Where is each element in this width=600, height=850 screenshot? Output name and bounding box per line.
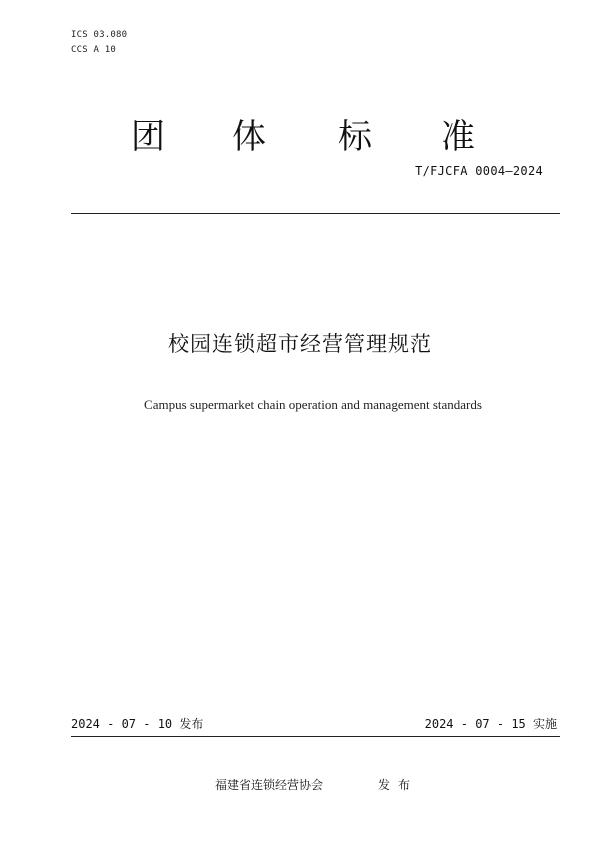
implementation-date: 2024 - 07 - 15 实施 [424, 717, 557, 731]
ccs-code: CCS A 10 [71, 45, 116, 55]
document-type-heading [0, 112, 600, 162]
footer-divider [71, 736, 560, 737]
ics-code: ICS 03.080 [71, 30, 128, 40]
title-english: Campus supermarket chain operation and management standards [144, 397, 482, 412]
document-type-char: 体 [232, 117, 266, 157]
header-divider [71, 213, 560, 214]
issue-date: 2024 - 07 - 10 发布 [71, 717, 204, 731]
publish-label: 发布 [378, 778, 419, 792]
document-type-char: 团 [131, 117, 165, 157]
document-type-char: 标 [338, 117, 372, 157]
standard-number: T/FJCFA 0004—2024 [415, 164, 543, 178]
title-chinese: 校园连锁超市经营管理规范 [168, 332, 432, 356]
document-type-char: 准 [441, 117, 475, 157]
publisher-name: 福建省连锁经营协会 [215, 778, 324, 792]
